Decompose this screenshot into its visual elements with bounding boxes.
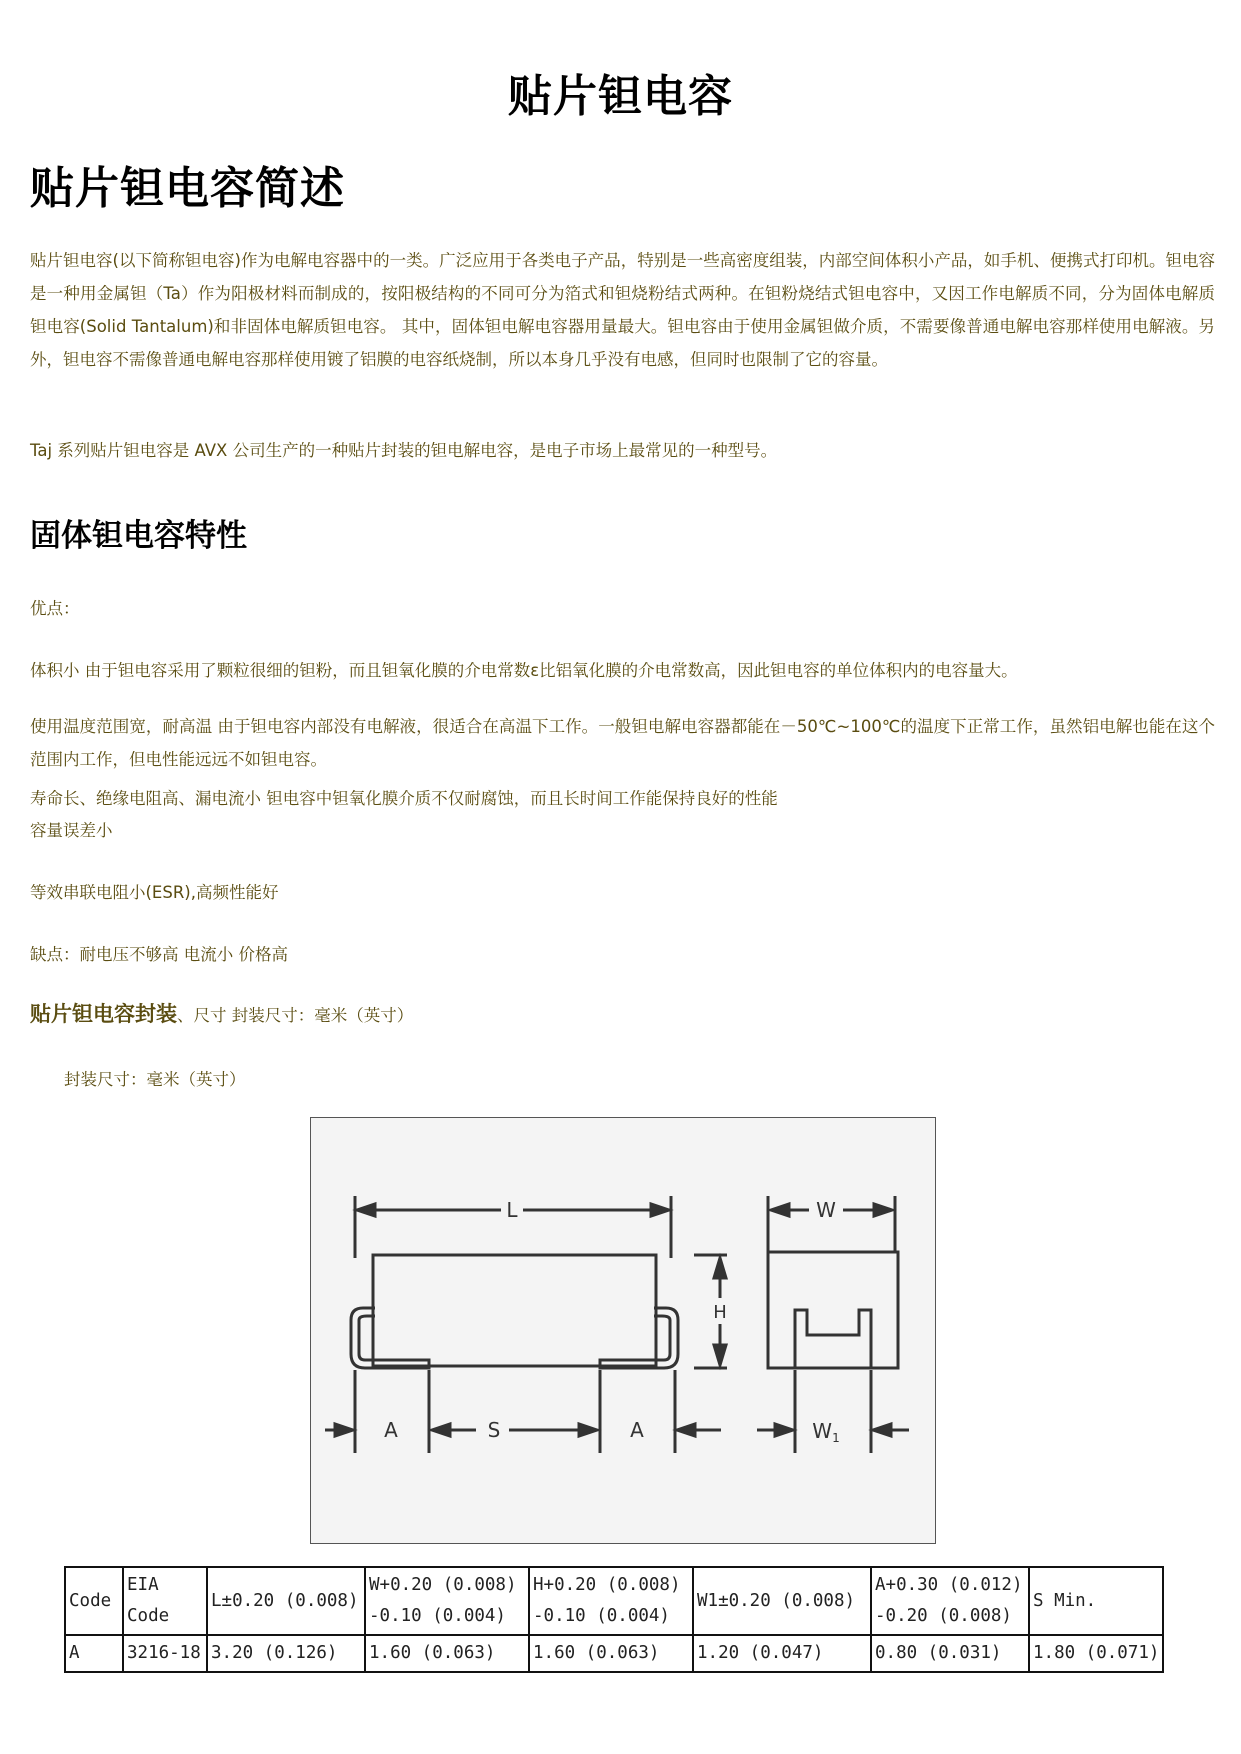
- cell-w1: 1.20 (0.047): [693, 1635, 871, 1672]
- advantage-temperature: 使用温度范围宽，耐高温 由于钽电容内部没有电解液，很适合在高温下工作。一般钽电解电容器都能在－50℃~100℃的温度下正常工作，虽然铝电解也能在这个范围内工作，但电性能远远不如钽电容。: [30, 717, 1215, 769]
- header-eia: [123, 1567, 207, 1635]
- w-arrow-left: [771, 1204, 789, 1216]
- header-h: [529, 1567, 693, 1635]
- package-unit-note: 封装尺寸：毫米（英寸）: [64, 1070, 246, 1089]
- w1-arrow-right: [873, 1424, 891, 1436]
- label-a-left: A: [384, 1418, 398, 1442]
- advantage-volume: 体积小 由于钽电容采用了颗粒很细的钽粉，而且钽氧化膜的介电常数ε比铝氧化膜的介电常数高，因此钽电容的单位体积内的电容量大。: [30, 661, 1018, 680]
- header-h-line2: -0.10 (0.004): [533, 1606, 670, 1626]
- h-arrow-bottom: [714, 1345, 726, 1365]
- dimension-spec-table: [64, 1566, 1164, 1673]
- cell-l: 3.20 (0.126): [207, 1635, 365, 1672]
- advantage-tolerance: 容量误差小: [30, 821, 113, 840]
- label-w1: [812, 1419, 839, 1445]
- header-w-line1: W+0.20 (0.008): [369, 1575, 517, 1595]
- advantages-label: 优点：: [30, 599, 80, 618]
- header-l: L±0.20 (0.008): [207, 1567, 365, 1635]
- header-a: [871, 1567, 1029, 1635]
- table-row: [65, 1635, 1163, 1672]
- label-w1-sub: 1: [832, 1431, 840, 1445]
- package-heading: [30, 998, 413, 1028]
- intro-paragraph: 贴片钽电容(以下简称钽电容)作为电解电容器中的一类。广泛应用于各类电子产品，特别是一些高密度组装，内部空间体积小产品，如手机、便携式打印机。钽电容是一种用金属钽（Ta）作为阳极材料而制成的，按阳极结构的不同可分为箔式和钽烧粉结式两种。在钽粉烧结式钽电容中，又因工作电解质不同，分为固体电解质钽电容(Solid Tantalum)和非固体电解质钽电容。 其中，固体钽电解电容器用量最大。钽电容由于使用金属钽做介质，不需要像普通电解电容那样使用电解液。另外，钽电容不需像普通电解电容那样使用镀了铝膜的电容纸烧制，所以本身几乎没有电感，但同时也限制了它的容量。: [30, 251, 1215, 369]
- a-right-arrow: [677, 1424, 695, 1436]
- termination-right: [600, 1308, 678, 1368]
- label-l: L: [506, 1198, 518, 1222]
- header-eia-line1: EIA: [127, 1575, 159, 1595]
- header-a-line1: A+0.30 (0.012): [875, 1575, 1023, 1595]
- package-heading-bold: 贴片钽电容封装: [30, 1002, 177, 1026]
- advantage-life: 寿命长、绝缘电阻高、漏电流小 钽电容中钽氧化膜介质不仅耐腐蚀，而且长时间工作能保持良好的性能: [30, 789, 778, 808]
- cell-w: 1.60 (0.063): [365, 1635, 529, 1672]
- header-s-min: S Min.: [1029, 1567, 1163, 1635]
- cell-a: 0.80 (0.031): [871, 1635, 1029, 1672]
- cell-code: A: [65, 1635, 123, 1672]
- s-arrow-left: [432, 1424, 450, 1436]
- cell-h: 1.60 (0.063): [529, 1635, 693, 1672]
- section-heading-characteristics: 固体钽电容特性: [30, 518, 247, 554]
- a-left-arrow: [335, 1424, 353, 1436]
- w1-arrow-left: [775, 1424, 793, 1436]
- header-code: Code: [65, 1567, 123, 1635]
- header-h-line1: H+0.20 (0.008): [533, 1575, 681, 1595]
- header-w: [365, 1567, 529, 1635]
- body-end-view: [768, 1252, 898, 1368]
- label-s: S: [487, 1418, 501, 1442]
- header-a-line2: -0.20 (0.008): [875, 1606, 1012, 1626]
- taj-series-line: Taj 系列贴片钽电容是 AVX 公司生产的一种贴片封装的钽电解电容，是电子市场上最常见的一种型号。: [30, 441, 778, 460]
- document-title: 贴片钽电容: [508, 71, 733, 122]
- s-arrow-right: [579, 1424, 597, 1436]
- header-w-line2: -0.10 (0.004): [369, 1606, 506, 1626]
- label-h: H: [713, 1302, 727, 1323]
- package-dimension-diagram: [310, 1117, 936, 1544]
- label-a-right: A: [630, 1418, 644, 1442]
- package-heading-rest: 、尺寸 封装尺寸：毫米（英寸）: [177, 1006, 414, 1025]
- dimension-drawing: [311, 1118, 935, 1543]
- h-arrow-top: [714, 1258, 726, 1278]
- table-header-row: [65, 1567, 1163, 1635]
- l-arrow-left: [357, 1204, 375, 1216]
- end-view-termination: [795, 1310, 871, 1368]
- cell-eia-code: 3216-18: [123, 1635, 207, 1672]
- label-w1-main: W: [812, 1419, 833, 1443]
- header-eia-line2: Code: [127, 1606, 170, 1626]
- section-heading-overview: 贴片钽电容简述: [30, 163, 345, 214]
- body-side-view: [373, 1255, 656, 1366]
- cell-s-min: 1.80 (0.071): [1029, 1635, 1163, 1672]
- termination-left: [351, 1308, 429, 1368]
- w-arrow-right: [874, 1204, 892, 1216]
- header-w1: W1±0.20 (0.008): [693, 1567, 871, 1635]
- l-arrow-right: [651, 1204, 669, 1216]
- label-w: W: [816, 1198, 836, 1222]
- disadvantages-line: 缺点：耐电压不够高 电流小 价格高: [30, 945, 288, 964]
- advantage-esr: 等效串联电阻小(ESR),高频性能好: [30, 883, 279, 902]
